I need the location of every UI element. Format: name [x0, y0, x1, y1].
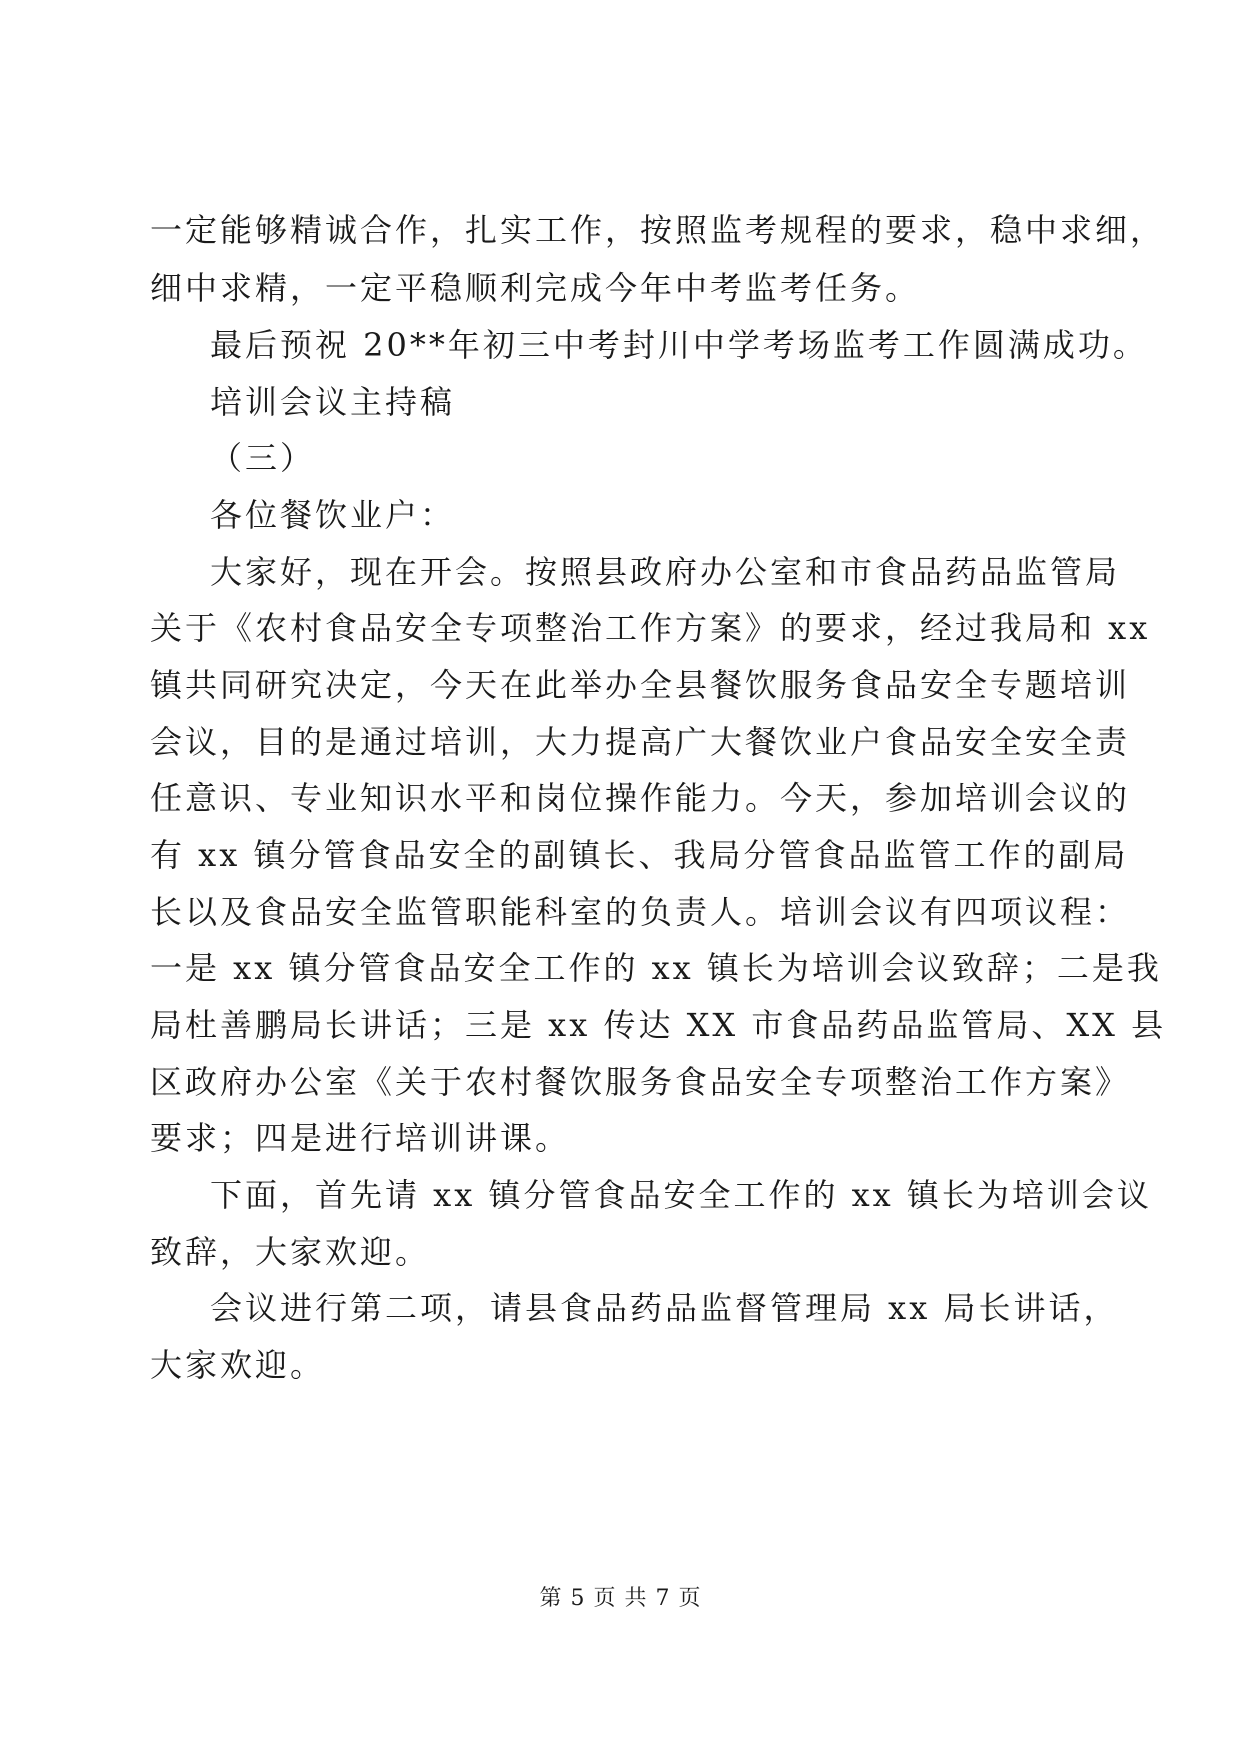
text-line: 一是 xx 镇分管食品安全工作的 xx 镇长为培训会议致辞；二是我 — [150, 949, 1162, 987]
text-line: 一定能够精诚合作，扎实工作，按照监考规程的要求，稳中求细， — [150, 211, 1166, 249]
text-line: 区政府办公室《关于农村餐饮服务食品安全专项整治工作方案》 — [150, 1063, 1131, 1101]
text-line: 大家好，现在开会。按照县政府办公室和市食品药品监管局 — [210, 553, 1121, 591]
text-line: 细中求精，一定平稳顺利完成今年中考监考任务。 — [150, 269, 921, 307]
text-line: 致辞，大家欢迎。 — [150, 1233, 431, 1271]
text-line: 镇共同研究决定，今天在此举办全县餐饮服务食品安全专题培训 — [150, 666, 1131, 704]
text-line: 要求；四是进行培训讲课。 — [150, 1119, 571, 1157]
text-line: 局杜善鹏局长讲话；三是 xx 传达 XX 市食品药品监管局、XX 县 — [150, 1006, 1167, 1044]
text-line: 有 xx 镇分管食品安全的副镇长、我局分管食品监管工作的副局 — [150, 836, 1129, 874]
text-line: 关于《农村食品安全专项整治工作方案》的要求，经过我局和 xx — [150, 609, 1151, 647]
page-indicator: 第 5 页 共 7 页 — [539, 1586, 702, 1611]
text-line: 会议进行第二项，请县食品药品监督管理局 xx 局长讲话， — [210, 1289, 1119, 1327]
text-line: 大家欢迎。 — [150, 1346, 326, 1384]
text-line: 任意识、专业知识水平和岗位操作能力。今天，参加培训会议的 — [150, 779, 1131, 817]
page-footer — [0, 1585, 1241, 1613]
text-line: 下面，首先请 xx 镇分管食品安全工作的 xx 镇长为培训会议 — [210, 1176, 1152, 1214]
text-line: 会议，目的是通过培训，大力提高广大餐饮业户食品安全安全责 — [150, 723, 1131, 761]
text-line: 最后预祝 20**年初三中考封川中学考场监考工作圆满成功。 — [210, 326, 1148, 364]
text-line: 长以及食品安全监管职能科室的负责人。培训会议有四项议程： — [150, 893, 1131, 931]
salutation: 各位餐饮业户： — [210, 496, 456, 534]
section-heading: 培训会议主持稿 — [210, 383, 456, 421]
section-number: （三） — [210, 439, 316, 477]
